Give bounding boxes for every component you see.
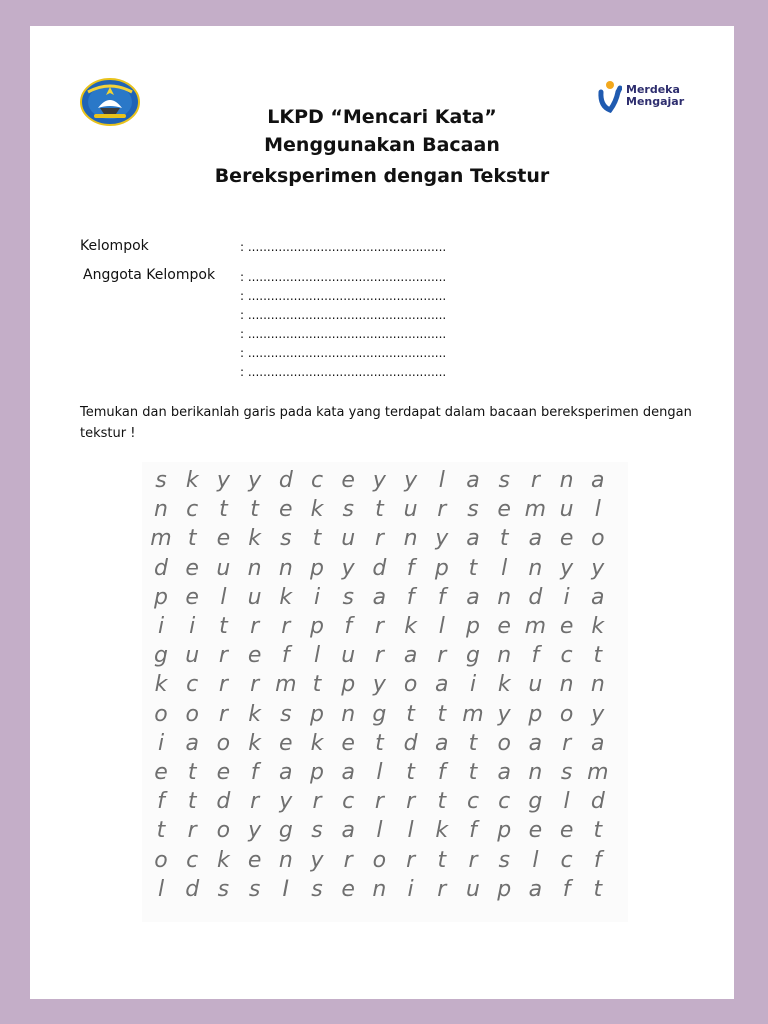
puzzle-letter[interactable]: r bbox=[562, 730, 572, 756]
puzzle-letter[interactable]: t bbox=[437, 847, 447, 873]
puzzle-letter[interactable]: a bbox=[591, 584, 605, 610]
puzzle-letter[interactable]: c bbox=[560, 643, 573, 669]
puzzle-letter[interactable]: e bbox=[341, 468, 355, 493]
puzzle-letter[interactable]: I bbox=[282, 876, 290, 902]
puzzle-letter[interactable]: l bbox=[376, 818, 383, 844]
puzzle-letter[interactable]: a bbox=[528, 730, 543, 756]
brand-name-line1: Merdeka bbox=[626, 83, 680, 96]
puzzle-letter[interactable]: u bbox=[559, 497, 574, 523]
puzzle-letter[interactable]: r bbox=[343, 847, 353, 873]
puzzle-letter[interactable]: p bbox=[497, 876, 512, 902]
puzzle-letter[interactable]: i bbox=[563, 584, 570, 610]
puzzle-letter[interactable]: l bbox=[501, 555, 508, 581]
puzzle-letter[interactable]: o bbox=[403, 672, 418, 698]
puzzle-letter[interactable]: s bbox=[280, 526, 292, 552]
puzzle-letter[interactable]: u bbox=[341, 526, 356, 552]
puzzle-letter[interactable]: p bbox=[310, 760, 324, 785]
puzzle-letter[interactable]: o bbox=[185, 701, 199, 727]
puzzle-letter[interactable]: t bbox=[593, 876, 603, 902]
puzzle-letter[interactable]: f bbox=[406, 555, 415, 581]
puzzle-letter[interactable]: d bbox=[403, 730, 418, 756]
puzzle-letter[interactable]: y bbox=[310, 847, 324, 873]
puzzle-letter[interactable]: y bbox=[591, 555, 605, 581]
puzzle-letter[interactable]: f bbox=[562, 876, 571, 902]
puzzle-letter[interactable]: e bbox=[341, 876, 355, 902]
puzzle-letter[interactable]: y bbox=[591, 701, 605, 727]
puzzle-letter[interactable]: r bbox=[218, 701, 228, 727]
puzzle-letter[interactable]: p bbox=[341, 672, 356, 698]
puzzle-letter[interactable]: r bbox=[437, 643, 447, 669]
puzzle-letter[interactable]: f bbox=[157, 789, 165, 815]
puzzle-letter[interactable]: s bbox=[280, 701, 292, 727]
puzzle-letter[interactable]: t bbox=[468, 555, 478, 581]
puzzle-letter[interactable]: o bbox=[154, 701, 168, 727]
puzzle-letter[interactable]: t bbox=[468, 760, 478, 785]
puzzle-letter[interactable]: n bbox=[247, 555, 262, 581]
puzzle-letter[interactable]: k bbox=[279, 584, 293, 610]
puzzle-letter[interactable]: t bbox=[156, 818, 166, 844]
puzzle-letter[interactable]: r bbox=[530, 468, 540, 493]
puzzle-letter[interactable]: m bbox=[275, 672, 297, 698]
puzzle-letter[interactable]: u bbox=[185, 643, 200, 669]
puzzle-letter[interactable]: f bbox=[281, 643, 290, 669]
puzzle-letter[interactable]: o bbox=[497, 730, 511, 756]
puzzle-letter[interactable]: f bbox=[344, 614, 353, 639]
puzzle-letter[interactable]: n bbox=[278, 555, 293, 581]
puzzle-letter[interactable]: k bbox=[248, 526, 261, 552]
puzzle-letter[interactable]: n bbox=[528, 760, 543, 785]
puzzle-letter[interactable]: r bbox=[406, 847, 416, 873]
puzzle-letter[interactable]: n bbox=[403, 526, 418, 552]
puzzle-letter[interactable]: l bbox=[563, 789, 570, 815]
puzzle-letter[interactable]: k bbox=[591, 614, 605, 639]
puzzle-letter[interactable]: a bbox=[591, 730, 605, 756]
puzzle-letter[interactable]: a bbox=[435, 730, 449, 756]
puzzle-letter[interactable]: r bbox=[374, 643, 384, 669]
puzzle-letter[interactable]: t bbox=[468, 730, 478, 756]
puzzle-letter[interactable]: l bbox=[376, 760, 383, 785]
anggota-field-6[interactable]: : .................................................... bbox=[240, 365, 447, 379]
puzzle-letter[interactable]: e bbox=[279, 497, 293, 523]
instruction-text: Temukan dan berikanlah garis pada kata yang terdapat dalam bacaan bereksperimen dengan tekstur ! bbox=[80, 405, 692, 441]
puzzle-letter[interactable]: o bbox=[216, 818, 231, 844]
puzzle-letter[interactable]: a bbox=[528, 876, 543, 902]
puzzle-letter[interactable]: a bbox=[372, 584, 387, 610]
puzzle-letter[interactable]: f bbox=[437, 760, 446, 785]
puzzle-letter[interactable]: k bbox=[497, 672, 511, 698]
puzzle-letter[interactable]: l bbox=[438, 468, 445, 493]
puzzle-letter[interactable]: n bbox=[559, 468, 574, 493]
anggota-field-1[interactable]: : .................................................... bbox=[240, 270, 447, 284]
title-line-1: LKPD “Mencari Kata” bbox=[267, 106, 497, 128]
puzzle-letter[interactable]: d bbox=[372, 555, 387, 581]
puzzle-letter[interactable]: t bbox=[437, 701, 447, 727]
puzzle-letter[interactable]: n bbox=[590, 672, 605, 698]
puzzle-letter[interactable]: t bbox=[375, 497, 384, 523]
puzzle-letter[interactable]: c bbox=[310, 468, 324, 493]
puzzle-letter[interactable]: c bbox=[466, 789, 480, 815]
puzzle-letter[interactable]: s bbox=[217, 876, 230, 902]
brand-name-line2: Mengajar bbox=[626, 95, 685, 108]
puzzle-letter[interactable]: s bbox=[342, 584, 354, 610]
puzzle-letter[interactable]: p bbox=[434, 555, 449, 581]
puzzle-letter[interactable]: a bbox=[497, 760, 511, 785]
puzzle-letter[interactable]: m bbox=[524, 497, 547, 523]
puzzle-letter[interactable]: d bbox=[154, 555, 168, 581]
puzzle-letter[interactable]: o bbox=[372, 847, 387, 873]
puzzle-letter[interactable]: s bbox=[560, 760, 573, 785]
puzzle-letter[interactable]: r bbox=[250, 672, 260, 698]
puzzle-letter[interactable]: a bbox=[341, 760, 355, 785]
puzzle-letter[interactable]: t bbox=[219, 614, 228, 639]
puzzle-letter[interactable]: r bbox=[250, 789, 260, 815]
kelompok-label: Kelompok bbox=[80, 238, 149, 254]
puzzle-letter[interactable]: l bbox=[438, 614, 445, 639]
puzzle-letter[interactable]: p bbox=[310, 701, 324, 727]
puzzle-letter[interactable]: e bbox=[247, 643, 262, 669]
puzzle-letter[interactable]: y bbox=[341, 555, 355, 581]
puzzle-letter[interactable]: k bbox=[435, 818, 449, 844]
puzzle-letter[interactable]: t bbox=[312, 672, 322, 698]
puzzle-letter[interactable]: y bbox=[248, 468, 262, 493]
anggota-field-3[interactable]: : .................................................... bbox=[240, 308, 447, 322]
puzzle-letter[interactable]: o bbox=[591, 526, 605, 552]
puzzle-letter[interactable]: a bbox=[279, 760, 293, 785]
puzzle-letter[interactable]: y bbox=[404, 468, 418, 493]
puzzle-letter[interactable]: t bbox=[499, 526, 509, 552]
puzzle-letter[interactable]: k bbox=[248, 730, 261, 756]
puzzle-letter[interactable]: r bbox=[281, 614, 291, 639]
puzzle-letter[interactable]: a bbox=[185, 730, 199, 756]
puzzle-letter[interactable]: p bbox=[310, 614, 324, 639]
puzzle-letter[interactable]: g bbox=[466, 643, 480, 669]
puzzle-letter[interactable]: f bbox=[437, 584, 446, 610]
puzzle-letter[interactable]: y bbox=[248, 818, 262, 844]
puzzle-letter[interactable]: r bbox=[374, 789, 384, 815]
puzzle-letter[interactable]: g bbox=[372, 701, 387, 727]
puzzle-letter[interactable]: a bbox=[403, 643, 418, 669]
puzzle-letter[interactable]: r bbox=[406, 789, 416, 815]
puzzle-letter[interactable]: t bbox=[312, 526, 322, 552]
puzzle-letter[interactable]: e bbox=[185, 555, 199, 581]
puzzle-letter[interactable]: u bbox=[216, 555, 231, 581]
puzzle-letter[interactable]: k bbox=[310, 497, 324, 523]
puzzle-letter[interactable]: t bbox=[593, 818, 603, 844]
kelompok-field[interactable]: : .................................................... bbox=[240, 240, 447, 254]
puzzle-letter[interactable]: d bbox=[278, 468, 293, 493]
puzzle-letter[interactable]: o bbox=[559, 701, 574, 727]
puzzle-letter[interactable]: y bbox=[497, 701, 511, 727]
puzzle-letter[interactable]: i bbox=[469, 672, 477, 698]
puzzle-letter[interactable]: l bbox=[157, 876, 165, 902]
puzzle-letter[interactable]: n bbox=[154, 497, 168, 523]
puzzle-letter[interactable]: e bbox=[559, 614, 574, 639]
puzzle-letter[interactable]: e bbox=[247, 847, 262, 873]
puzzle-letter[interactable]: g bbox=[528, 789, 543, 815]
puzzle-letter[interactable]: m bbox=[150, 526, 172, 552]
puzzle-letter[interactable]: r bbox=[218, 643, 228, 669]
puzzle-letter[interactable]: t bbox=[187, 789, 197, 815]
puzzle-letter[interactable]: i bbox=[189, 614, 196, 639]
puzzle-letter[interactable]: o bbox=[154, 847, 168, 873]
puzzle-letter[interactable]: f bbox=[469, 818, 477, 844]
puzzle-letter[interactable]: r bbox=[312, 789, 322, 815]
puzzle-letter[interactable]: t bbox=[406, 760, 415, 785]
puzzle-letter[interactable]: m bbox=[524, 614, 547, 639]
puzzle-letter[interactable]: k bbox=[248, 701, 261, 727]
puzzle-letter[interactable]: r bbox=[374, 614, 384, 639]
puzzle-letter[interactable]: s bbox=[311, 876, 323, 902]
puzzle-letter[interactable]: y bbox=[372, 672, 386, 698]
puzzle-letter[interactable]: e bbox=[497, 614, 511, 639]
puzzle-letter[interactable]: e bbox=[154, 760, 168, 785]
puzzle-letter[interactable]: e bbox=[497, 497, 511, 523]
anggota-kelompok-label: Anggota Kelompok bbox=[83, 267, 216, 283]
puzzle-letter[interactable]: d bbox=[590, 789, 605, 815]
puzzle-letter[interactable]: i bbox=[407, 876, 414, 902]
puzzle-letter[interactable]: t bbox=[375, 730, 384, 756]
anggota-field-4[interactable]: : .................................................... bbox=[240, 327, 447, 341]
anggota-field-5[interactable]: : .................................................... bbox=[240, 346, 447, 360]
puzzle-letter[interactable]: r bbox=[437, 497, 447, 523]
puzzle-letter[interactable]: e bbox=[341, 730, 355, 756]
puzzle-letter[interactable]: f bbox=[406, 584, 415, 610]
puzzle-letter[interactable]: p bbox=[466, 614, 480, 639]
puzzle-letter[interactable]: a bbox=[528, 526, 543, 552]
puzzle-letter[interactable]: a bbox=[466, 468, 480, 493]
puzzle-letter[interactable]: u bbox=[528, 672, 543, 698]
puzzle-letter[interactable]: i bbox=[157, 614, 165, 639]
puzzle-letter[interactable]: t bbox=[437, 789, 447, 815]
puzzle-letter[interactable]: c bbox=[560, 847, 573, 873]
puzzle-letter[interactable]: t bbox=[406, 701, 415, 727]
puzzle-letter[interactable]: t bbox=[219, 497, 228, 523]
title-line-3: Bereksperimen dengan Tekstur bbox=[214, 165, 550, 187]
puzzle-letter[interactable]: t bbox=[187, 760, 197, 785]
puzzle-letter[interactable]: n bbox=[372, 876, 387, 902]
puzzle-letter[interactable]: y bbox=[435, 526, 449, 552]
puzzle-letter[interactable]: l bbox=[594, 497, 601, 523]
title-line-2: Menggunakan Bacaan bbox=[264, 134, 500, 156]
puzzle-letter[interactable]: i bbox=[157, 730, 165, 756]
puzzle-letter[interactable]: u bbox=[466, 876, 480, 902]
puzzle-letter[interactable]: s bbox=[498, 847, 510, 873]
puzzle-letter[interactable]: l bbox=[220, 584, 227, 610]
puzzle-letter[interactable]: u bbox=[341, 643, 356, 669]
puzzle-letter[interactable]: n bbox=[497, 643, 512, 669]
word-search-grid[interactable] bbox=[142, 462, 628, 922]
puzzle-letter[interactable]: t bbox=[250, 497, 259, 523]
puzzle-letter[interactable]: a bbox=[435, 672, 449, 698]
puzzle-letter[interactable]: p bbox=[528, 701, 543, 727]
puzzle-letter[interactable]: g bbox=[278, 818, 293, 844]
puzzle-letter[interactable]: e bbox=[216, 760, 231, 785]
puzzle-letter[interactable]: f bbox=[250, 760, 259, 785]
puzzle-letter[interactable]: p bbox=[310, 555, 324, 581]
puzzle-letter[interactable]: e bbox=[528, 818, 543, 844]
puzzle-letter[interactable]: f bbox=[531, 643, 540, 669]
puzzle-letter[interactable]: l bbox=[407, 818, 414, 844]
puzzle-letter[interactable]: k bbox=[185, 468, 199, 493]
puzzle-letter[interactable]: e bbox=[185, 584, 199, 610]
puzzle-letter[interactable]: s bbox=[498, 468, 510, 493]
puzzle-letter[interactable]: n bbox=[528, 555, 543, 581]
puzzle-letter[interactable]: p bbox=[154, 584, 168, 610]
puzzle-letter[interactable]: k bbox=[310, 730, 324, 756]
puzzle-letter[interactable]: e bbox=[559, 818, 574, 844]
puzzle-letter[interactable]: r bbox=[218, 672, 228, 698]
puzzle-letter[interactable]: i bbox=[313, 584, 321, 610]
puzzle-letter[interactable]: o bbox=[216, 730, 231, 756]
puzzle-letter[interactable]: g bbox=[154, 643, 168, 669]
puzzle-letter[interactable]: d bbox=[216, 789, 231, 815]
puzzle-letter[interactable]: y bbox=[560, 555, 574, 581]
puzzle-letter[interactable]: c bbox=[186, 672, 199, 698]
puzzle-letter[interactable]: r bbox=[468, 847, 478, 873]
puzzle-letter[interactable]: s bbox=[248, 876, 261, 902]
puzzle-letter[interactable]: m bbox=[587, 760, 609, 785]
puzzle-letter[interactable]: u bbox=[403, 497, 418, 523]
puzzle-letter[interactable]: d bbox=[185, 876, 200, 902]
puzzle-letter[interactable]: r bbox=[187, 818, 197, 844]
puzzle-letter[interactable]: r bbox=[374, 526, 384, 552]
puzzle-letter[interactable]: t bbox=[593, 643, 603, 669]
puzzle-letter[interactable]: t bbox=[187, 526, 197, 552]
puzzle-letter[interactable]: u bbox=[247, 584, 262, 610]
puzzle-letter[interactable]: n bbox=[278, 847, 293, 873]
puzzle-letter[interactable]: r bbox=[250, 614, 260, 639]
puzzle-letter[interactable]: c bbox=[342, 789, 355, 815]
puzzle-letter[interactable]: n bbox=[497, 584, 512, 610]
worksheet-page bbox=[30, 26, 734, 999]
puzzle-letter[interactable]: l bbox=[532, 847, 539, 873]
puzzle-letter[interactable]: s bbox=[467, 497, 479, 523]
puzzle-letter[interactable]: n bbox=[559, 672, 574, 698]
puzzle-letter[interactable]: n bbox=[341, 701, 356, 727]
puzzle-letter[interactable]: p bbox=[497, 818, 512, 844]
anggota-field-2[interactable]: : .................................................... bbox=[240, 289, 447, 303]
puzzle-letter[interactable]: a bbox=[466, 584, 480, 610]
puzzle-letter[interactable]: c bbox=[186, 847, 199, 873]
puzzle-letter[interactable]: a bbox=[341, 818, 355, 844]
puzzle-letter[interactable]: l bbox=[313, 643, 321, 669]
puzzle-letter[interactable]: c bbox=[186, 497, 199, 523]
puzzle-letter[interactable]: e bbox=[559, 526, 574, 552]
puzzle-letter[interactable]: a bbox=[466, 526, 480, 552]
puzzle-letter[interactable]: y bbox=[372, 468, 386, 493]
puzzle-letter[interactable]: d bbox=[528, 584, 543, 610]
puzzle-letter[interactable]: a bbox=[591, 468, 605, 493]
puzzle-letter[interactable]: c bbox=[498, 789, 511, 815]
puzzle-letter[interactable]: k bbox=[154, 672, 168, 698]
puzzle-letter[interactable]: f bbox=[593, 847, 602, 873]
puzzle-letter[interactable]: s bbox=[342, 497, 354, 523]
puzzle-letter[interactable]: y bbox=[279, 789, 293, 815]
puzzle-letter[interactable]: e bbox=[216, 526, 231, 552]
puzzle-letter[interactable]: r bbox=[437, 876, 447, 902]
puzzle-letter[interactable]: y bbox=[216, 468, 230, 493]
puzzle-letter[interactable]: k bbox=[404, 614, 417, 639]
puzzle-letter[interactable]: s bbox=[155, 468, 167, 493]
puzzle-letter[interactable]: k bbox=[217, 847, 230, 873]
puzzle-letter[interactable]: s bbox=[311, 818, 323, 844]
puzzle-letter[interactable]: e bbox=[279, 730, 293, 756]
puzzle-letter[interactable]: m bbox=[462, 701, 484, 727]
